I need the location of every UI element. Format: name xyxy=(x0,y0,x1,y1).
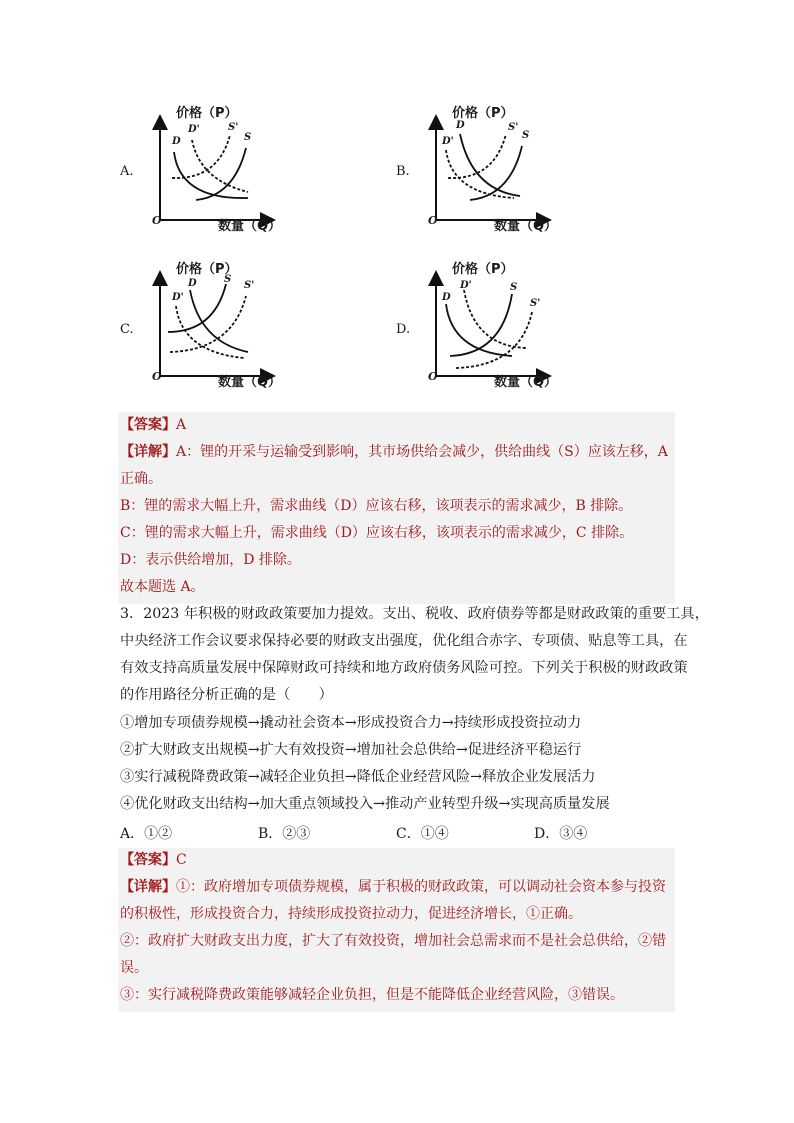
label-d-prime: D' xyxy=(442,136,454,147)
label-d: D xyxy=(188,278,197,289)
answer-line xyxy=(120,851,187,869)
statement-item: ①增加专项债券规模→撬动社会资本→形成投资合力→持续形成投资拉动力 xyxy=(120,715,582,731)
detail-tag: 【详解】 xyxy=(120,879,176,895)
label-s: S xyxy=(224,274,232,285)
choice-b[interactable]: B．②③ xyxy=(258,826,311,842)
label-s: S xyxy=(522,130,530,141)
detail-line: 误。 xyxy=(120,960,148,976)
detail-tag: 【详解】 xyxy=(120,444,176,460)
question-text-line: 3．2023 年积极的财政政策要加力提效。支出、税收、政府债券等都是财政政策的重要工具， xyxy=(120,606,709,622)
origin-label: O xyxy=(152,214,162,227)
label-s-prime: S' xyxy=(530,298,541,309)
origin-label: O xyxy=(428,214,438,227)
label-s: S xyxy=(244,132,252,143)
statement-item: ②扩大财政支出规模→扩大有效投资→增加社会总供给→促进经济平稳运行 xyxy=(120,742,582,758)
curve-s xyxy=(450,294,512,356)
y-axis-label: 价格（P） xyxy=(176,106,238,121)
origin-label: O xyxy=(152,370,162,383)
detail-text: A：锂的开采与运输受到影响，其市场供给会减少，供给曲线（S）应该左移，A xyxy=(176,444,668,460)
question-text-line: 的作用路径分析正确的是（ ） xyxy=(120,687,333,703)
curve-d xyxy=(190,290,248,352)
y-axis-label: 价格（P） xyxy=(176,262,238,277)
detail-line: C：锂的需求大幅上升，需求曲线（D）应该右移，该项表示的需求减少，C 排除。 xyxy=(120,525,634,541)
label-d-prime: D' xyxy=(172,292,184,303)
detail-line: 的积极性，形成投资合力，持续形成投资拉动力，促进经济增长，①正确。 xyxy=(120,906,582,922)
detail-text: ①：政府增加专项债券规模，属于积极的财政政策，可以调动社会资本参与投资 xyxy=(176,879,666,895)
curve-d-prime xyxy=(446,150,514,198)
detail-line: 故本题选 A。 xyxy=(120,579,205,595)
question-text-line: 有效支持高质量发展中保障财政可持续和地方政府债务风险可控。下列关于积极的财政政策 xyxy=(120,660,688,676)
graph-option-c xyxy=(148,256,298,396)
curve-s-prime xyxy=(170,296,246,352)
label-d-prime: D' xyxy=(460,280,472,291)
label-s: S xyxy=(510,282,518,293)
y-axis-label: 价格（P） xyxy=(452,106,514,121)
x-axis-label: 数量（Q） xyxy=(494,219,558,234)
choice-a[interactable]: A．①② xyxy=(120,826,173,842)
curve-d xyxy=(460,134,520,196)
detail-line: ②：政府扩大财政支出力度，扩大了有效投资，增加社会总需求而不是社会总供给，②错 xyxy=(120,933,666,949)
graph-option-b xyxy=(424,100,574,240)
detail-line: B：锂的需求大幅上升，需求曲线（D）应该右移，该项表示的需求减少，B 排除。 xyxy=(120,498,633,514)
detail-line: 正确。 xyxy=(120,471,162,487)
statement-item: ③实行减税降费政策→减轻企业负担→降低企业经营风险→释放企业发展活力 xyxy=(120,769,596,785)
detail-line: D：表示供给增加，D 排除。 xyxy=(120,552,301,568)
x-axis-label: 数量（Q） xyxy=(218,219,282,234)
y-axis-label: 价格（P） xyxy=(452,262,514,277)
curve-d-prime xyxy=(464,290,526,348)
detail-line xyxy=(120,443,668,461)
answer-value: A xyxy=(176,417,187,433)
question-text-line: 中央经济工作会议要求保持必要的财政支出强度，优化组合赤字、专项债、贴息等工具，在 xyxy=(120,633,688,649)
answer-choices xyxy=(120,823,680,843)
answer-value: C xyxy=(176,852,187,868)
label-s-prime: S' xyxy=(228,122,239,133)
detail-line: ③：实行减税降费政策能够减轻企业负担，但是不能降低企业经营风险，③错误。 xyxy=(120,987,624,1003)
label-s-prime: S' xyxy=(244,280,255,291)
answer-line xyxy=(120,416,186,434)
x-axis-label: 数量（Q） xyxy=(218,375,282,390)
label-d: D xyxy=(456,120,465,131)
label-s-prime: S' xyxy=(508,122,519,133)
graph-option-a xyxy=(148,100,298,240)
option-letter-a: A. xyxy=(120,164,134,179)
label-d-prime: D' xyxy=(188,124,200,135)
option-letter-c: C. xyxy=(120,322,134,337)
option-letter-b: B. xyxy=(396,164,410,179)
detail-line xyxy=(120,878,666,896)
x-axis-label: 数量（Q） xyxy=(494,375,558,390)
choice-d[interactable]: D．③④ xyxy=(534,826,588,842)
origin-label: O xyxy=(428,370,438,383)
option-letter-d: D. xyxy=(396,322,411,337)
label-d: D xyxy=(442,292,451,303)
label-d: D xyxy=(172,136,181,147)
choice-c[interactable]: C．①④ xyxy=(396,826,449,842)
answer-tag: 【答案】 xyxy=(120,852,176,868)
statement-item: ④优化财政支出结构→加大重点领域投入→推动产业转型升级→实现高质量发展 xyxy=(120,796,610,812)
answer-tag: 【答案】 xyxy=(120,417,176,433)
graph-option-d xyxy=(424,256,574,396)
